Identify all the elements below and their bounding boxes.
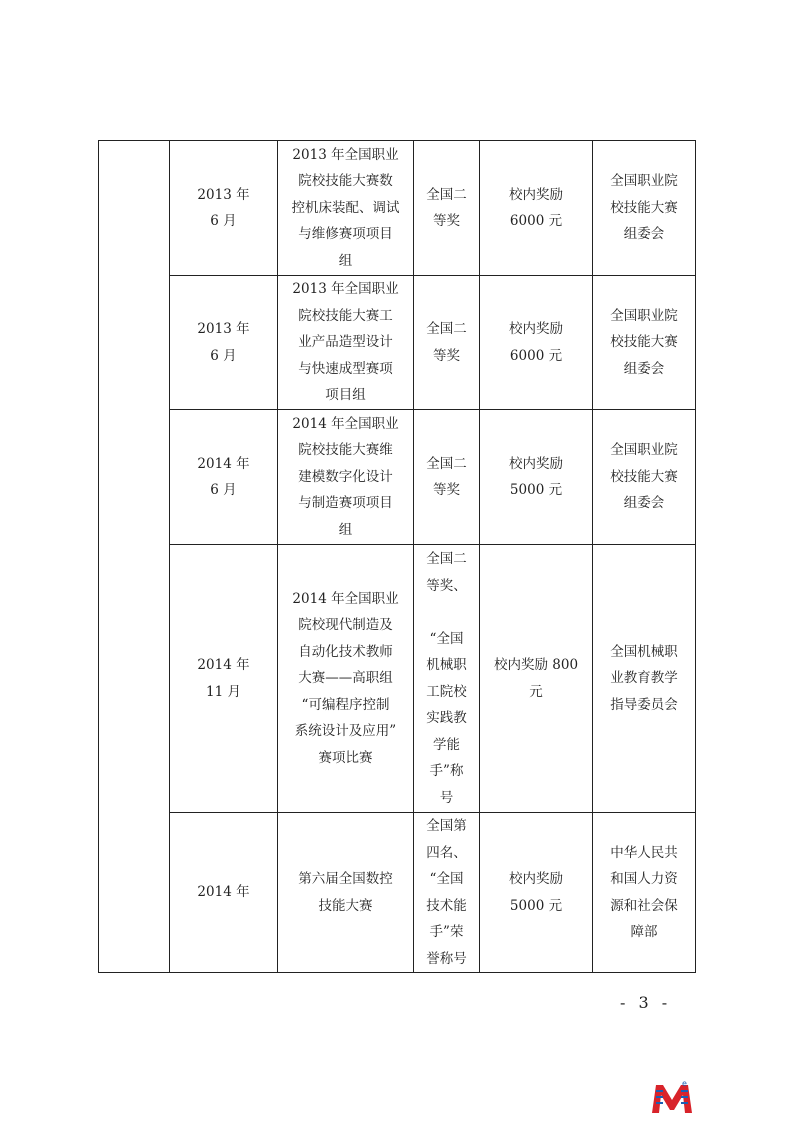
reward-cell: 校内奖励 800 元 [480, 545, 593, 813]
reward-cell: 校内奖励 5000 元 [480, 410, 593, 545]
reward-cell: 校内奖励 6000 元 [480, 141, 593, 276]
event-cell: 2013 年全国职业 院校技能大赛工 业产品造型设计 与快速成型赛项 项目组 [278, 276, 414, 410]
organizer-cell: 全国职业院 校技能大赛 组委会 [593, 276, 696, 410]
event-cell: 2014 年全国职业 院校现代制造及 自动化技术教师 大赛——高职组 “可编程序控制 系统设计及应用” 赛项比赛 [278, 545, 414, 813]
table-row [99, 813, 696, 973]
table-row [99, 276, 696, 410]
reward-cell: 校内奖励 6000 元 [480, 276, 593, 410]
table-row [99, 141, 696, 276]
table-row [99, 545, 696, 813]
table-row [99, 410, 696, 545]
organizer-cell: 全国职业院 校技能大赛 组委会 [593, 141, 696, 276]
date-cell: 2014 年 6 月 [170, 410, 278, 545]
organizer-cell: 全国职业院 校技能大赛 组委会 [593, 410, 696, 545]
reward-cell: 校内奖励 5000 元 [480, 813, 593, 973]
page-number: - 3 - [620, 993, 672, 1012]
date-cell: 2013 年 6 月 [170, 276, 278, 410]
award-level-cell: 全国二 等奖 [414, 141, 480, 276]
award-level-cell: 全国二 等奖 [414, 276, 480, 410]
date-cell: 2014 年 [170, 813, 278, 973]
svg-text:e: e [682, 1080, 687, 1088]
date-cell: 2013 年 6 月 [170, 141, 278, 276]
event-cell: 2014 年全国职业 院校技能大赛维 建模数字化设计 与制造赛项项目 组 [278, 410, 414, 545]
date-cell: 2014 年 11 月 [170, 545, 278, 813]
award-level-cell: 全国二 等奖 [414, 410, 480, 545]
award-level-cell: 全国第 四名、 “全国 技术能 手”荣 誉称号 [414, 813, 480, 973]
organizer-cell: 中华人民共 和国人力资 源和社会保 障部 [593, 813, 696, 973]
organizer-cell: 全国机械职 业教育教学 指导委员会 [593, 545, 696, 813]
awards-table [98, 140, 696, 973]
event-cell: 第六届全国数控 技能大赛 [278, 813, 414, 973]
event-cell: 2013 年全国职业 院校技能大赛数 控机床装配、调试 与维修赛项项目 组 [278, 141, 414, 276]
category-cell [99, 141, 170, 973]
award-level-cell: 全国二 等奖、 “全国 机械职 工院校 实践教 学能 手”称 号 [414, 545, 480, 813]
brand-logo-icon [651, 1080, 693, 1114]
